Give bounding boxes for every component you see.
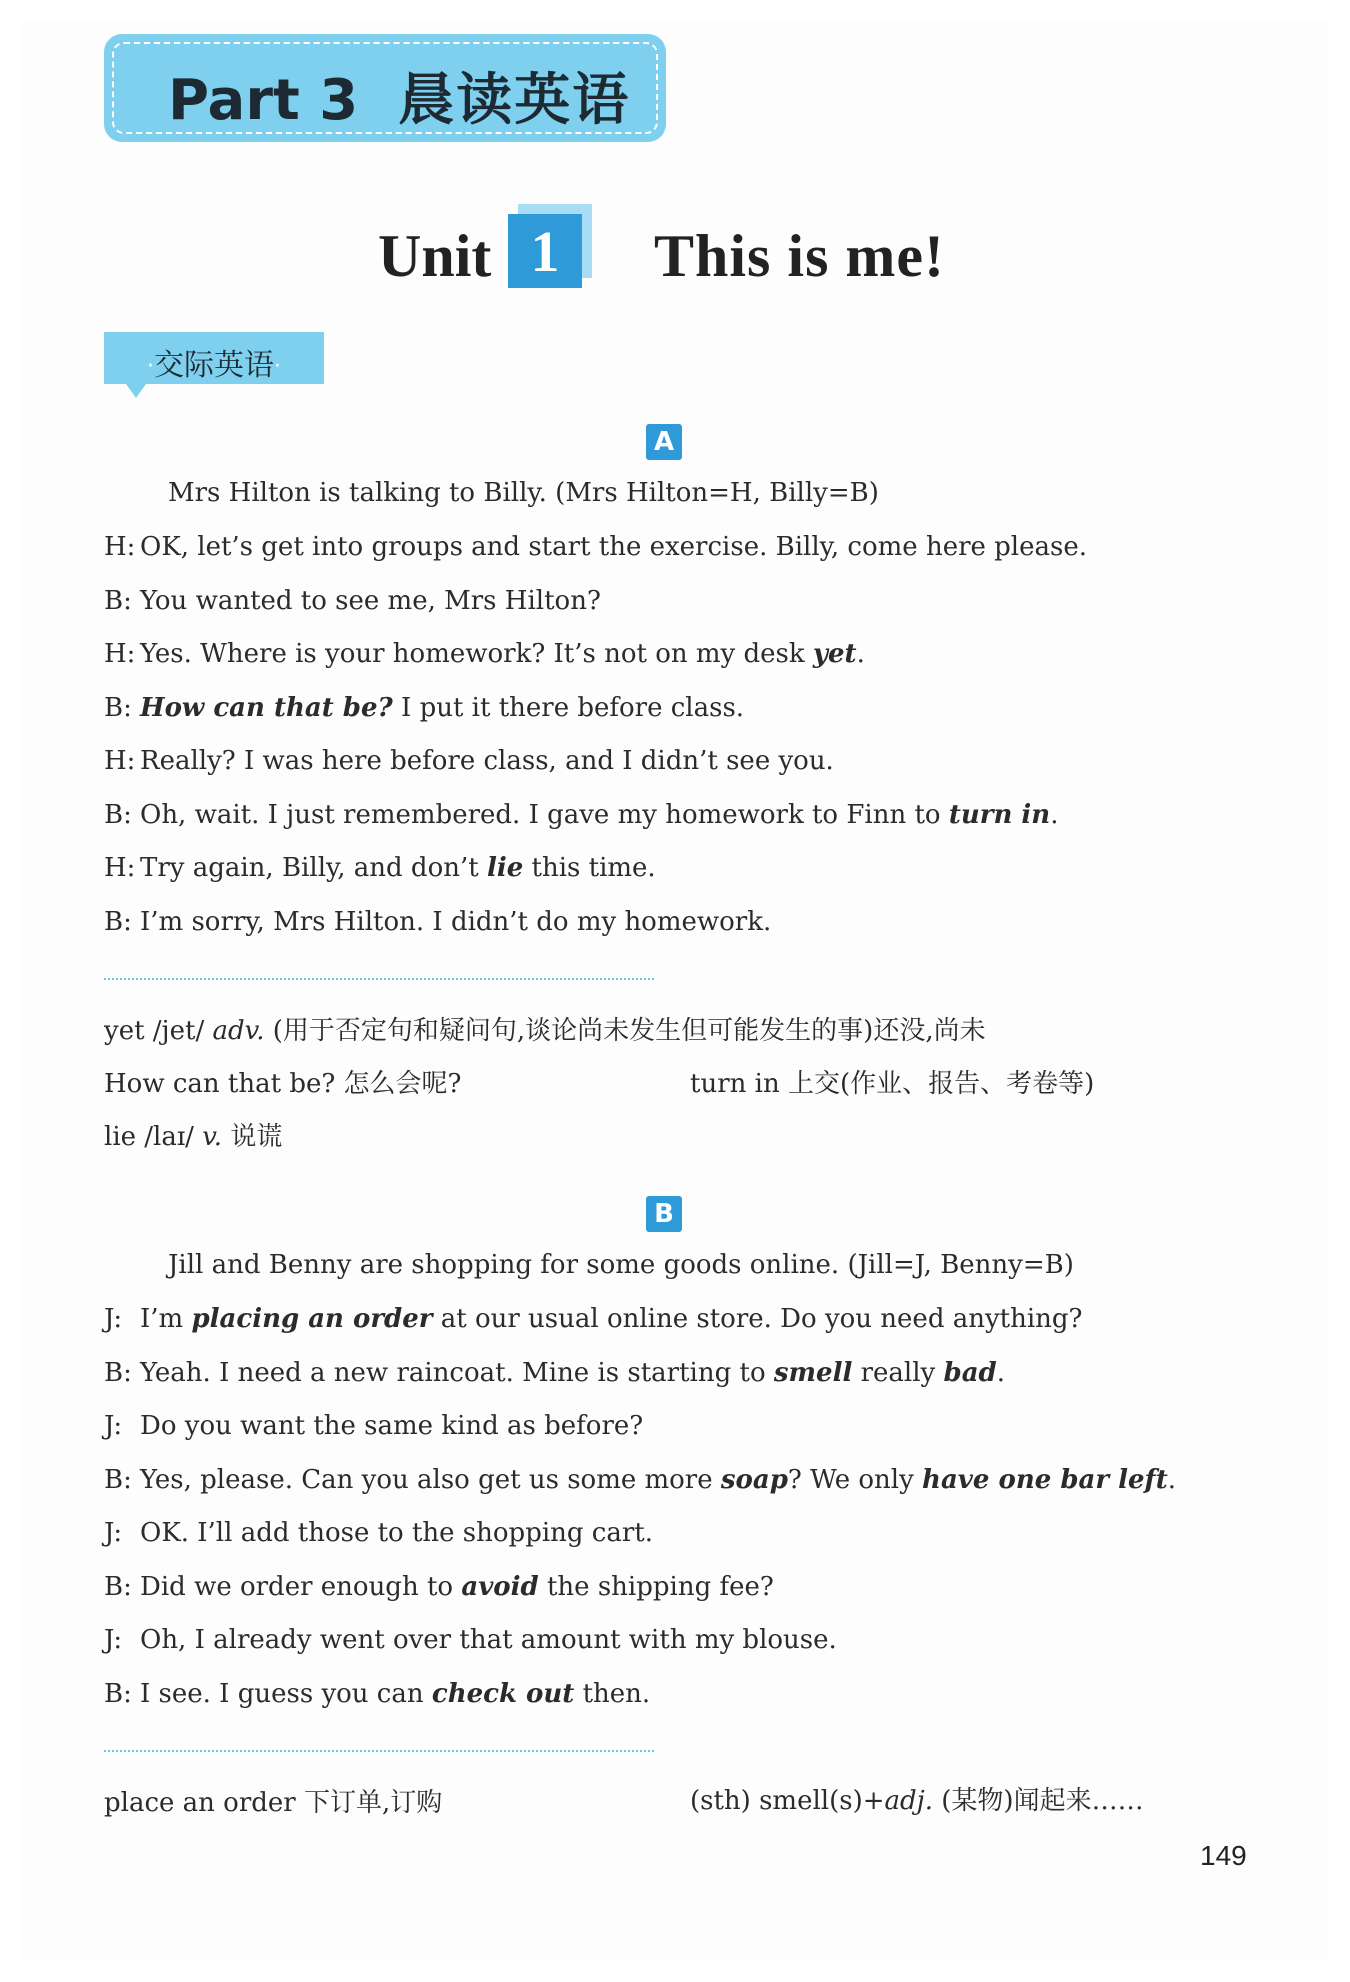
line-text: Try again, Billy, and don’t	[140, 853, 487, 883]
line-text: Yes, please. Can you also get us some more	[140, 1464, 721, 1495]
speaker-label: B:	[104, 1464, 132, 1495]
gloss-yet-pos: adv.	[212, 1016, 265, 1046]
gloss-yet	[104, 1010, 986, 1047]
key-phrase: placing an order	[191, 1304, 433, 1334]
dialogue-b-line	[104, 1572, 774, 1602]
gloss-lie-word: lie /laɪ/	[104, 1122, 194, 1152]
gloss-smell-word: (sth) smell(s)+	[690, 1786, 885, 1816]
line-text: this time.	[523, 853, 656, 883]
speaker-label: J:	[104, 1411, 123, 1441]
key-phrase: smell	[773, 1357, 853, 1388]
dialogue-a-line	[104, 746, 834, 776]
speaker-label: H:	[104, 639, 136, 669]
line-text: ? We only	[787, 1464, 923, 1495]
part-label: Part 3	[168, 68, 359, 133]
dialogue-a-line	[104, 532, 1087, 562]
speaker-label: B:	[104, 906, 132, 937]
speaker-label: H:	[104, 853, 136, 883]
speaker-label: B:	[104, 799, 132, 830]
part-subtitle: 晨读英语	[398, 68, 631, 133]
page-number: 149	[1200, 1840, 1247, 1871]
unit-word: Unit	[378, 223, 492, 289]
dialogue-b-line	[104, 1465, 1176, 1495]
gloss-smell	[690, 1780, 1144, 1817]
gloss-yet-word: yet /jet/	[104, 1016, 205, 1046]
dialogue-b-line	[104, 1304, 1083, 1334]
part-letter-a: A	[646, 424, 682, 460]
gloss-lie	[104, 1116, 282, 1153]
gloss-smell-def: (某物)闻起来……	[941, 1786, 1144, 1816]
section-label-text: ·交际英语·	[147, 348, 281, 383]
line-text: I’m sorry, Mrs Hilton. I didn’t do my homework.	[140, 906, 772, 937]
key-phrase: yet	[812, 639, 857, 669]
section-label-tail	[126, 384, 146, 398]
line-text: then.	[574, 1678, 651, 1709]
key-phrase: check out	[431, 1678, 575, 1709]
line-text: Really? I was here before class, and I didn’t see you.	[140, 746, 834, 776]
line-text: at our usual online store. Do you need anything?	[432, 1304, 1083, 1334]
line-text: .	[1050, 799, 1059, 830]
key-phrase: have one bar left	[922, 1464, 1168, 1495]
line-text: Yeah. I need a new raincoat. Mine is starting to	[140, 1357, 774, 1388]
unit-title: This is me!	[654, 223, 946, 289]
speaker-label: B:	[104, 692, 132, 723]
line-text: You wanted to see me, Mrs Hilton?	[140, 585, 601, 616]
line-text: I put it there before class.	[392, 692, 745, 723]
speaker-label: J:	[104, 1625, 123, 1655]
key-phrase: turn in	[948, 799, 1051, 830]
dialogue-b-line	[104, 1411, 643, 1441]
part-letter-b: B	[646, 1196, 682, 1232]
speaker-label: B:	[104, 1357, 132, 1388]
dialogue-a-line	[104, 907, 771, 937]
dialogue-a-line	[104, 800, 1058, 830]
gloss-lie-pos: v.	[202, 1122, 223, 1152]
dialogue-a-line	[104, 639, 865, 669]
line-text: Oh, wait. I just remembered. I gave my homework to Finn to	[140, 799, 949, 830]
line-text: Do you want the same kind as before?	[140, 1411, 644, 1441]
speaker-label: B:	[104, 585, 132, 616]
key-phrase: How can that be?	[140, 692, 393, 723]
line-text: .	[996, 1357, 1005, 1388]
dialogue-a-line	[104, 586, 601, 616]
gloss-yet-def: (用于否定句和疑问句,谈论尚未发生但可能发生的事)还没,尚未	[272, 1016, 986, 1046]
gloss-lie-def: 说谎	[230, 1122, 283, 1152]
key-phrase: avoid	[461, 1571, 539, 1602]
dialogue-b-line	[104, 1358, 1005, 1388]
speaker-label: H:	[104, 746, 136, 776]
divider-b	[104, 1750, 654, 1752]
divider-a	[104, 978, 654, 980]
speaker-label: J:	[104, 1304, 123, 1334]
section-label-title: 交际英语	[154, 348, 274, 383]
line-text: the shipping fee?	[538, 1571, 774, 1602]
part-banner	[104, 34, 666, 142]
line-text: Did we order enough to	[140, 1571, 462, 1602]
line-text: I see. I guess you can	[140, 1678, 432, 1709]
dialogue-b-line	[104, 1518, 653, 1548]
line-text: Yes. Where is your homework? It’s not on my desk	[140, 639, 813, 669]
gloss-smell-pos: adj.	[884, 1786, 934, 1816]
line-text: .	[856, 639, 865, 669]
speaker-label: B:	[104, 1678, 132, 1709]
gloss-place-order: place an order 下订单,订购	[104, 1788, 443, 1818]
key-phrase: bad	[943, 1357, 997, 1388]
gloss-turn-in: turn in 上交(作业、报告、考卷等)	[690, 1069, 1095, 1099]
dialogue-a-line	[104, 693, 744, 723]
dialogue-a-line	[104, 853, 656, 883]
line-text: I’m	[140, 1304, 192, 1334]
line-text: Oh, I already went over that amount with my blouse.	[140, 1625, 837, 1655]
line-text: OK, let’s get into groups and start the exercise. Billy, come here please.	[140, 532, 1088, 562]
key-phrase: lie	[486, 853, 524, 883]
dialogue-b-line	[104, 1679, 650, 1709]
key-phrase: soap	[720, 1464, 788, 1495]
gloss-how-can: How can that be? 怎么会呢?	[104, 1069, 462, 1099]
unit-number: 1	[508, 214, 582, 288]
part-title	[168, 56, 630, 136]
dialogue-b-line	[104, 1625, 837, 1655]
speaker-label: B:	[104, 1571, 132, 1602]
section-label	[104, 332, 324, 384]
line-text: really	[852, 1357, 944, 1388]
speaker-label: J:	[104, 1518, 123, 1548]
page-background	[22, 22, 1328, 1960]
dialogue-a-intro: Mrs Hilton is talking to Billy. (Mrs Hilton=H, Billy=B)	[168, 478, 879, 508]
line-text: OK. I’ll add those to the shopping cart.	[140, 1518, 654, 1548]
speaker-label: H:	[104, 532, 136, 562]
dialogue-b-intro: Jill and Benny are shopping for some goods online. (Jill=J, Benny=B)	[168, 1250, 1074, 1280]
line-text: .	[1167, 1464, 1176, 1495]
